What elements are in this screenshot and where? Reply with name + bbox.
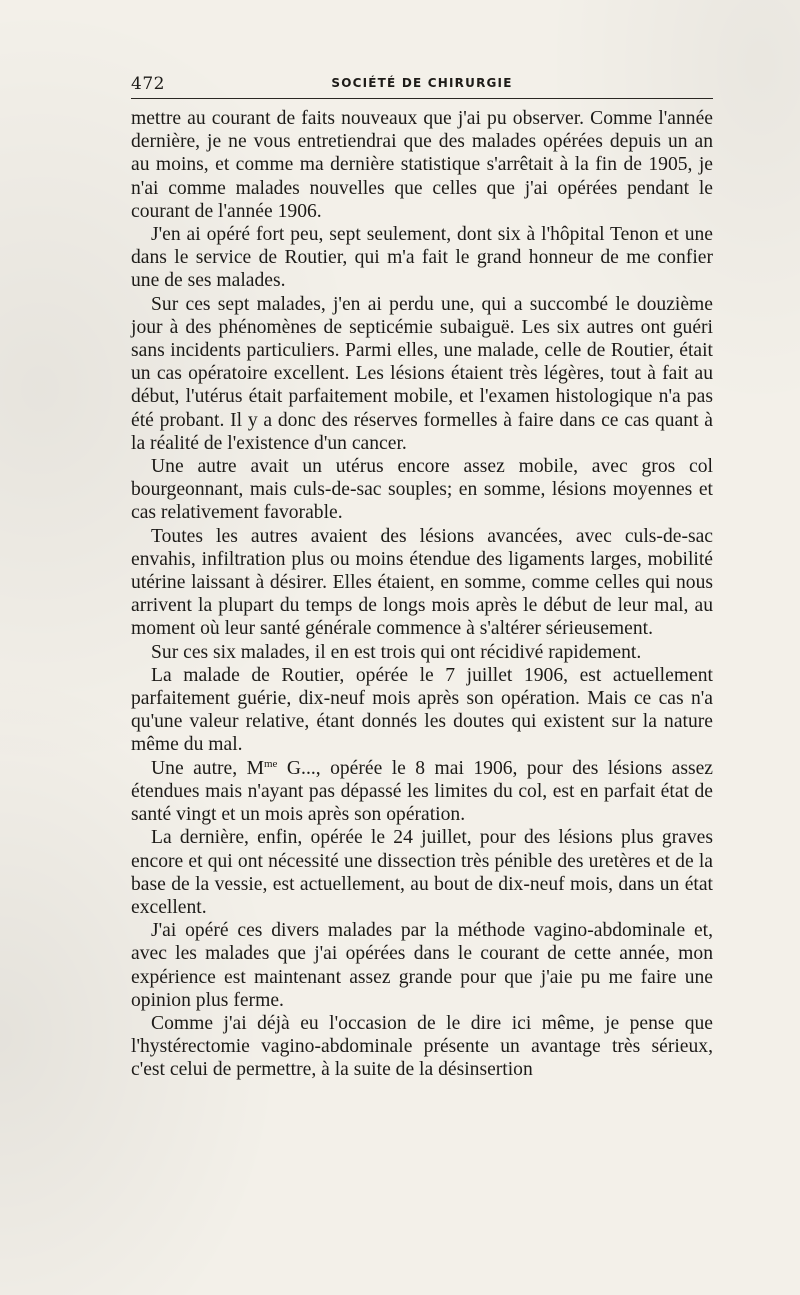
- paragraph: Comme j'ai déjà eu l'occasion de le dire ici même, je pense que l'hystérectomie vagino-abdominale présente un avantage très sérieux, c'est celui de permettre, à la suite de la désinsertion: [131, 1012, 713, 1081]
- paragraph: Une autre avait un utérus encore assez mobile, avec gros col bourgeonnant, mais culs-de-sac souples; en somme, lésions moyennes et cas relativement favorable.: [131, 456, 713, 524]
- body-text: [131, 107, 713, 1082]
- paragraph: La malade de Routier, opérée le 7 juillet 1906, est actuellement parfaitement guérie, dix-neuf mois après son opération. Mais ce cas n'a qu'une valeur relative, étant donnés les doutes qui existent sur la nature même du mal.: [131, 664, 713, 756]
- paragraph: J'ai opéré ces divers malades par la méthode vagino-abdominale et, avec les malades que j'ai opérées dans le courant de cette année, mon expérience est maintenant assez grande pour que j'aie pu me faire une opinion plus ferme.: [131, 920, 713, 1011]
- paragraph: Sur ces six malades, il en est trois qui ont récidivé rapidement.: [151, 641, 642, 663]
- paragraph: J'en ai opéré fort peu, sept seulement, dont six à l'hôpital Tenon et une dans le service de Routier, qui m'a fait le grand honneur de me confier une de ses malades.: [131, 224, 713, 292]
- mme-superscript: me: [264, 757, 278, 770]
- paragraph: Toutes les autres avaient des lésions avancées, avec culs-de-sac envahis, infiltration plus ou moins étendue des ligaments larges, mobilité utérine laissant à désirer. Elles étaient, en somme, comme celles qui nous arrivent la plupart du temps de longs mois après le début de leur mal, au moment où leur santé générale commence à s'altérer sérieusement.: [131, 525, 713, 640]
- book-page: [131, 70, 713, 1082]
- header-rule: [131, 98, 713, 99]
- paragraph-mme: [131, 757, 713, 827]
- mme-text-after: G..., opérée le 8 mai 1906, pour des lésions assez étendues mais n'ayant pas dépassé les limites du col, est en parfait état de santé vingt et un mois après son opération.: [131, 757, 713, 826]
- paragraph: Sur ces sept malades, j'en ai perdu une, qui a succombé le douzième jour à des phénomènes de septicémie subaiguë. Les six autres ont guéri sans incidents particuliers. Parmi elles, une malade, celle de Routier, était un cas opératoire excellent. Les lésions étaient très légères, tout à fait au début, l'utérus était parfaitement mobile, et l'examen histologique n'a pas été probant. Il y a donc des réserves formelles à faire dans ce cas quant à la réalité de l'existence d'un cancer.: [131, 293, 713, 454]
- running-title: SOCIÉTÉ DE CHIRURGIE: [331, 76, 513, 90]
- paragraph: mettre au courant de faits nouveaux que j'ai pu observer. Comme l'année dernière, je ne vous entretiendrai que des malades opérées depuis un an au moins, et comme ma dernière statistique s'arrêtait à la fin de 1905, je n'ai comme malades nouvelles que celles que j'ai opérées pendant le courant de l'année 1906.: [131, 108, 713, 222]
- page-header: [131, 70, 713, 98]
- mme-text-before: Une autre, M: [151, 757, 264, 779]
- paragraph: La dernière, enfin, opérée le 24 juillet, pour des lésions plus graves encore et qui ont nécessité une dissection très pénible des uretères et de la base de la vessie, est actuellement, au bout de dix-neuf mois, dans un état excellent.: [131, 827, 713, 918]
- page-number: 472: [131, 74, 165, 94]
